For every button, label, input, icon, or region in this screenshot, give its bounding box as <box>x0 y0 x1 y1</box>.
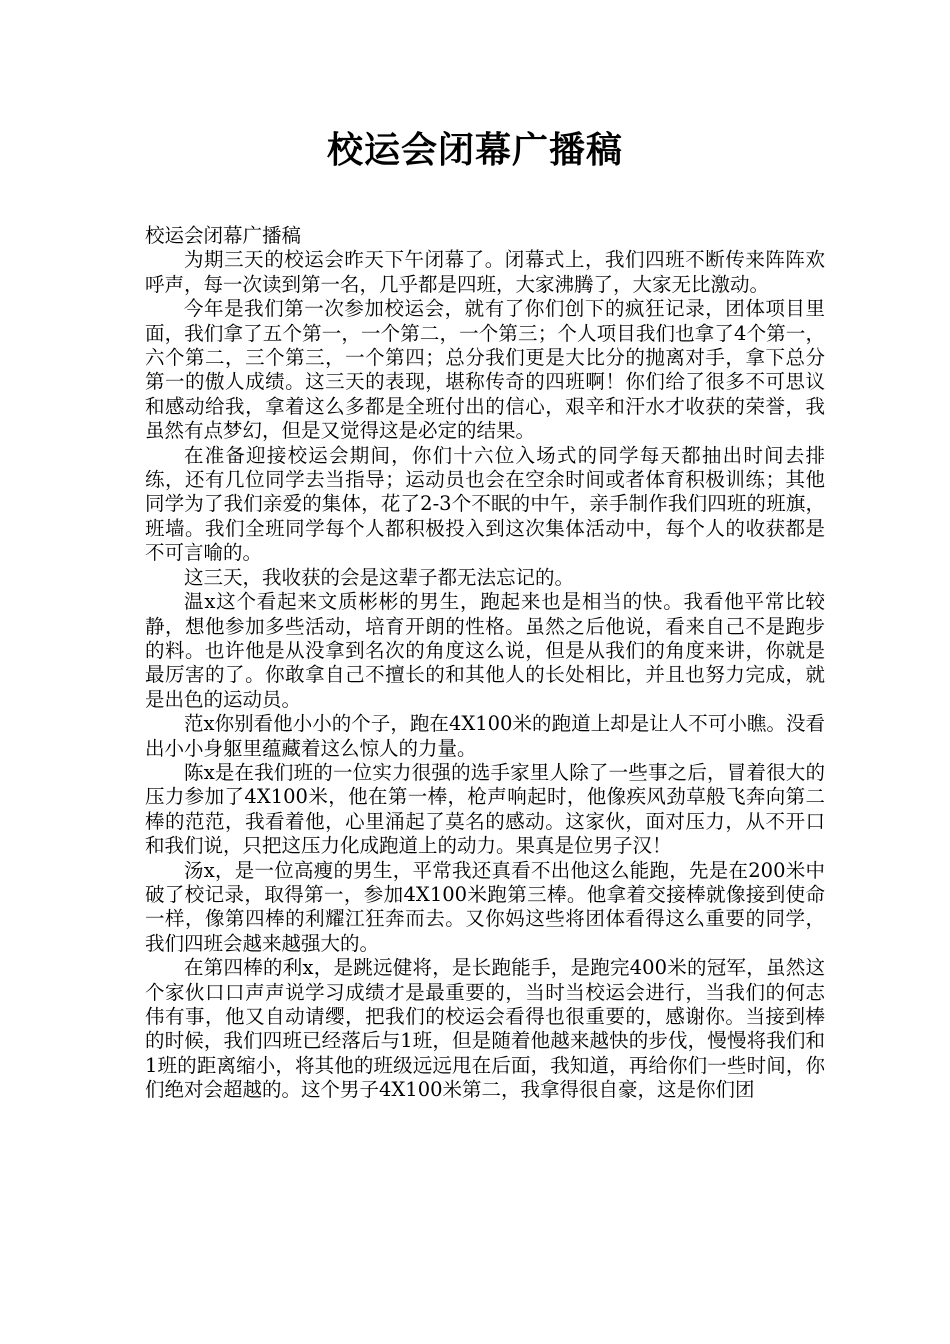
paragraph: 在第四棒的利x，是跳远健将，是长跑能手，是跑完400米的冠军，虽然这个家伙口口声声说学习成绩才是最重要的，当时当校运会进行，当我们的何志伟有事，他又自动请缨，把我们的校运会看得也很重要的，感谢你。当接到棒的时候，我们四班已经落后与1班，但是随着他越来越快的步伐，慢慢将我们和1班的距离缩小，将其他的班级远远甩在后面，我知道，再给你们一些时间，你们绝对会超越的。这个男子4X100米第二，我拿得很自豪，这是你们团 <box>145 956 825 1102</box>
paragraph: 陈x是在我们班的一位实力很强的选手家里人除了一些事之后，冒着很大的压力参加了4X100米，他在第一棒，枪声响起时，他像疾风劲草般飞奔向第二棒的范范，我看着他，心里涌起了莫名的感动。这家伙，面对压力，从不开口和我们说，只把这压力化成跑道上的动力。果真是位男子汉！ <box>145 760 825 858</box>
paragraph: 范x你别看他小小的个子，跑在4X100米的跑道上却是让人不可小瞧。没看出小小身躯里蕴藏着这么惊人的力量。 <box>145 712 825 760</box>
document-title: 校运会闭幕广播稿 <box>326 129 623 171</box>
paragraph: 温x这个看起来文质彬彬的男生，跑起来也是相当的快。我看他平常比较静，想他参加多些活动，培育开朗的性格。虽然之后他说，看来自己不是跑步的料。也许他是从没拿到名次的角度这么说，但是从我们的角度来讲，你就是最厉害的了。你敢拿自己不擅长的和其他人的长处相比，并且也努力完成，就是出色的运动员。 <box>145 590 825 711</box>
paragraph: 在准备迎接校运会期间，你们十六位入场式的同学每天都抽出时间去排练，还有几位同学去当指导；运动员也会在空余时间或者体育积极训练；其他同学为了我们亲爱的集体，花了2-3个不眠的中午，亲手制作我们四班的班旗，班墙。我们全班同学每个人都积极投入到这次集体活动中，每个人的收获都是不可言喻的。 <box>145 443 825 565</box>
paragraph: 今年是我们第一次参加校运会，就有了你们创下的疯狂记录，团体项目里面，我们拿了五个第一，一个第二，一个第三；个人项目我们也拿了4个第一，六个第二，三个第三，一个第四；总分我们更是大比分的抛离对手，拿下总分第一的傲人成绩。这三天的表现，堪称传奇的四班啊！你们给了很多不可思议和感动给我，拿着这么多都是全班付出的信心，艰辛和汗水才收获的荣誉，我虽然有点梦幻，但是又觉得这是必定的结果。 <box>145 297 825 443</box>
paragraph: 汤x，是一位高瘦的男生，平常我还真看不出他这么能跑，先是在200米中破了校记录，取得第一，参加4X100米跑第三棒。他拿着交接棒就像接到使命一样，像第四棒的利耀江狂奔而去。又你妈这些将团体看得这么重要的同学，我们四班会越来越强大的。 <box>145 858 825 955</box>
paragraph: 这三天，我收获的会是这辈子都无法忘记的。 <box>184 565 575 589</box>
document-subtitle: 校运会闭幕广播稿 <box>145 224 302 247</box>
paragraph: 为期三天的校运会昨天下午闭幕了。闭幕式上，我们四班不断传来阵阵欢呼声，每一次读到第一名，几乎都是四班，大家沸腾了，大家无比激动。 <box>145 248 825 296</box>
document-body <box>145 224 825 1103</box>
